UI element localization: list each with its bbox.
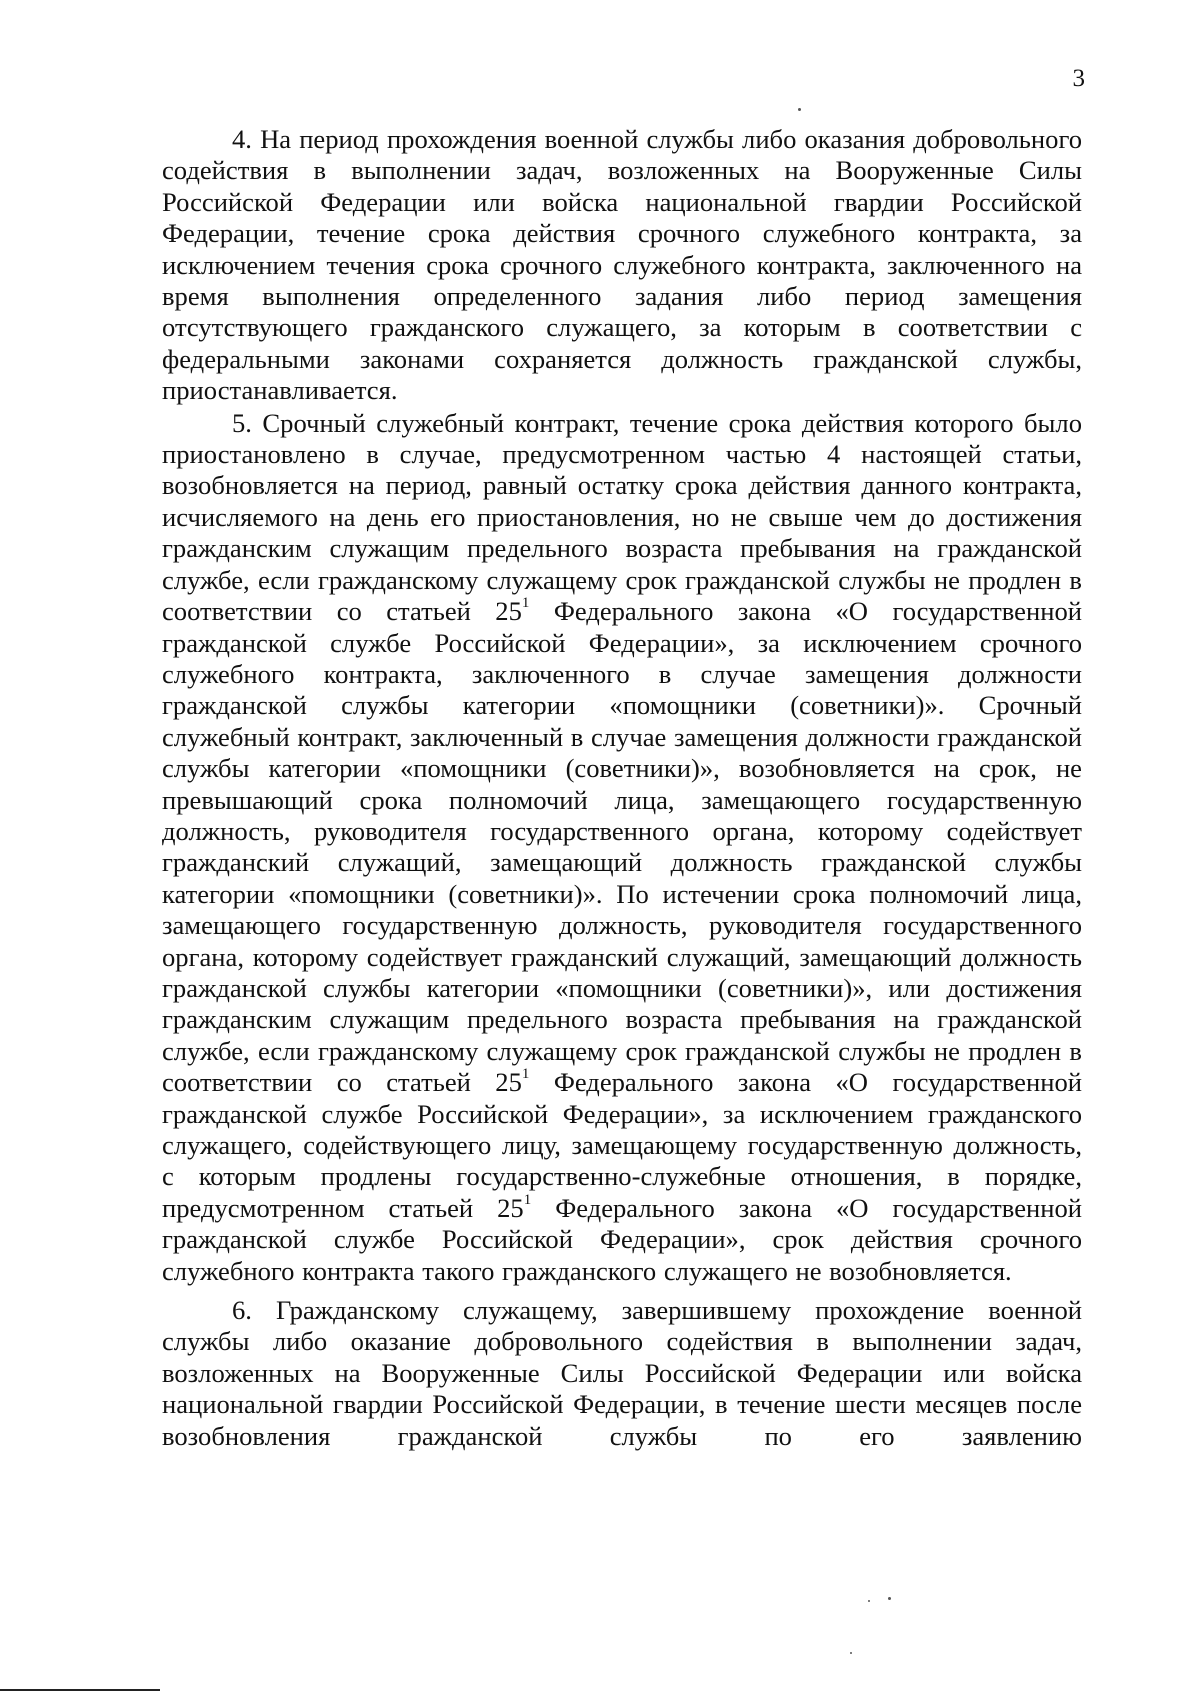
paragraph-5-text-1: 5. Срочный служебный контракт, течение срока действия которого было приостановлено в случае, предусмотренном частью 4 настоящей статьи, возобновляется на период, равный остатку срока действия данного контракта, исчисляемого на день его приостановления, но не свыше чем до достижения гражданским служащим предельного возраста пребывания на гражданской службе, если гражданскому служащему срок гражданской службы не продлен в соответствии со статьей 25 <box>162 407 1082 627</box>
superscript-1: 1 <box>521 595 530 612</box>
page-number: 3 <box>1072 65 1085 92</box>
scan-speck <box>868 1600 870 1602</box>
scan-speck <box>888 1597 891 1600</box>
paragraph-6: 6. Гражданскому служащему, завершившему прохождение военной службы либо оказание добровольного содействия в выполнении задач, возложенных на Вооруженные Силы Российской Федерации или войска национальной гвардии Российской Федерации, в течение шести месяцев после возобновления гражданской службы по его заявлению <box>162 1295 1082 1451</box>
paragraph-4: 4. На период прохождения военной службы либо оказания добровольного содействия в выполнении задач, возложенных на Вооруженные Силы Российской Федерации или войска национальной гвардии Российской Федерации, течение срока действия срочного служебного контракта, за исключением течения срока срочного служебного контракта, заключенного на время выполнения определенного задания либо период замещения отсутствующего гражданского служащего, за которым в соответствии с федеральными законами сохраняется должность гражданской службы, приостанавливается. <box>162 124 1082 406</box>
superscript-2: 1 <box>521 1066 530 1083</box>
document-body <box>162 124 1082 1452</box>
paragraph-5-text-3: Федерального закона «О государственной гражданской службе Российской Федерации», за исключением гражданского служащего, содействующего лицу, замещающему государственную должность, с которым продлены государственно-служебные отношения, в порядке, предусмотренном статьей 25 <box>162 1067 1082 1223</box>
scan-speck <box>798 108 801 111</box>
scan-speck <box>850 1652 852 1654</box>
paragraph-5-text-4: Федерального закона «О государственной гражданской службе Российской Федерации», срок действия срочного служебного контракта такого гражданского служащего не возобновляется. <box>162 1192 1082 1286</box>
paragraph-5 <box>162 408 1082 1287</box>
paragraph-5-text-2: Федерального закона «О государственной гражданской службе Российской Федерации», за исключением срочного служебного контракта, заключенного в случае замещения должности гражданской службы категории «помощники (советники)». Срочный служебный контракт, заключенный в случае замещения должности гражданской службы категории «помощники (советники)», возобновляется на срок, не превышающий срока полномочий лица, замещающего государственную должность, руководителя государственного органа, которому содействует гражданский служащий, замещающий должность гражданской службы категории «помощники (советники)». По истечении срока полномочий лица, замещающего государственную должность, руководителя государственного органа, которому содействует гражданский служащий, замещающий должность гражданской службы категории «помощники (советники)», или достижения гражданским служащим предельного возраста пребывания на гражданской службе, если гражданскому служащему срок гражданской службы не продлен в соответствии со статьей 25 <box>162 596 1082 1098</box>
scan-edge-line <box>0 1689 160 1691</box>
superscript-3: 1 <box>523 1191 532 1208</box>
